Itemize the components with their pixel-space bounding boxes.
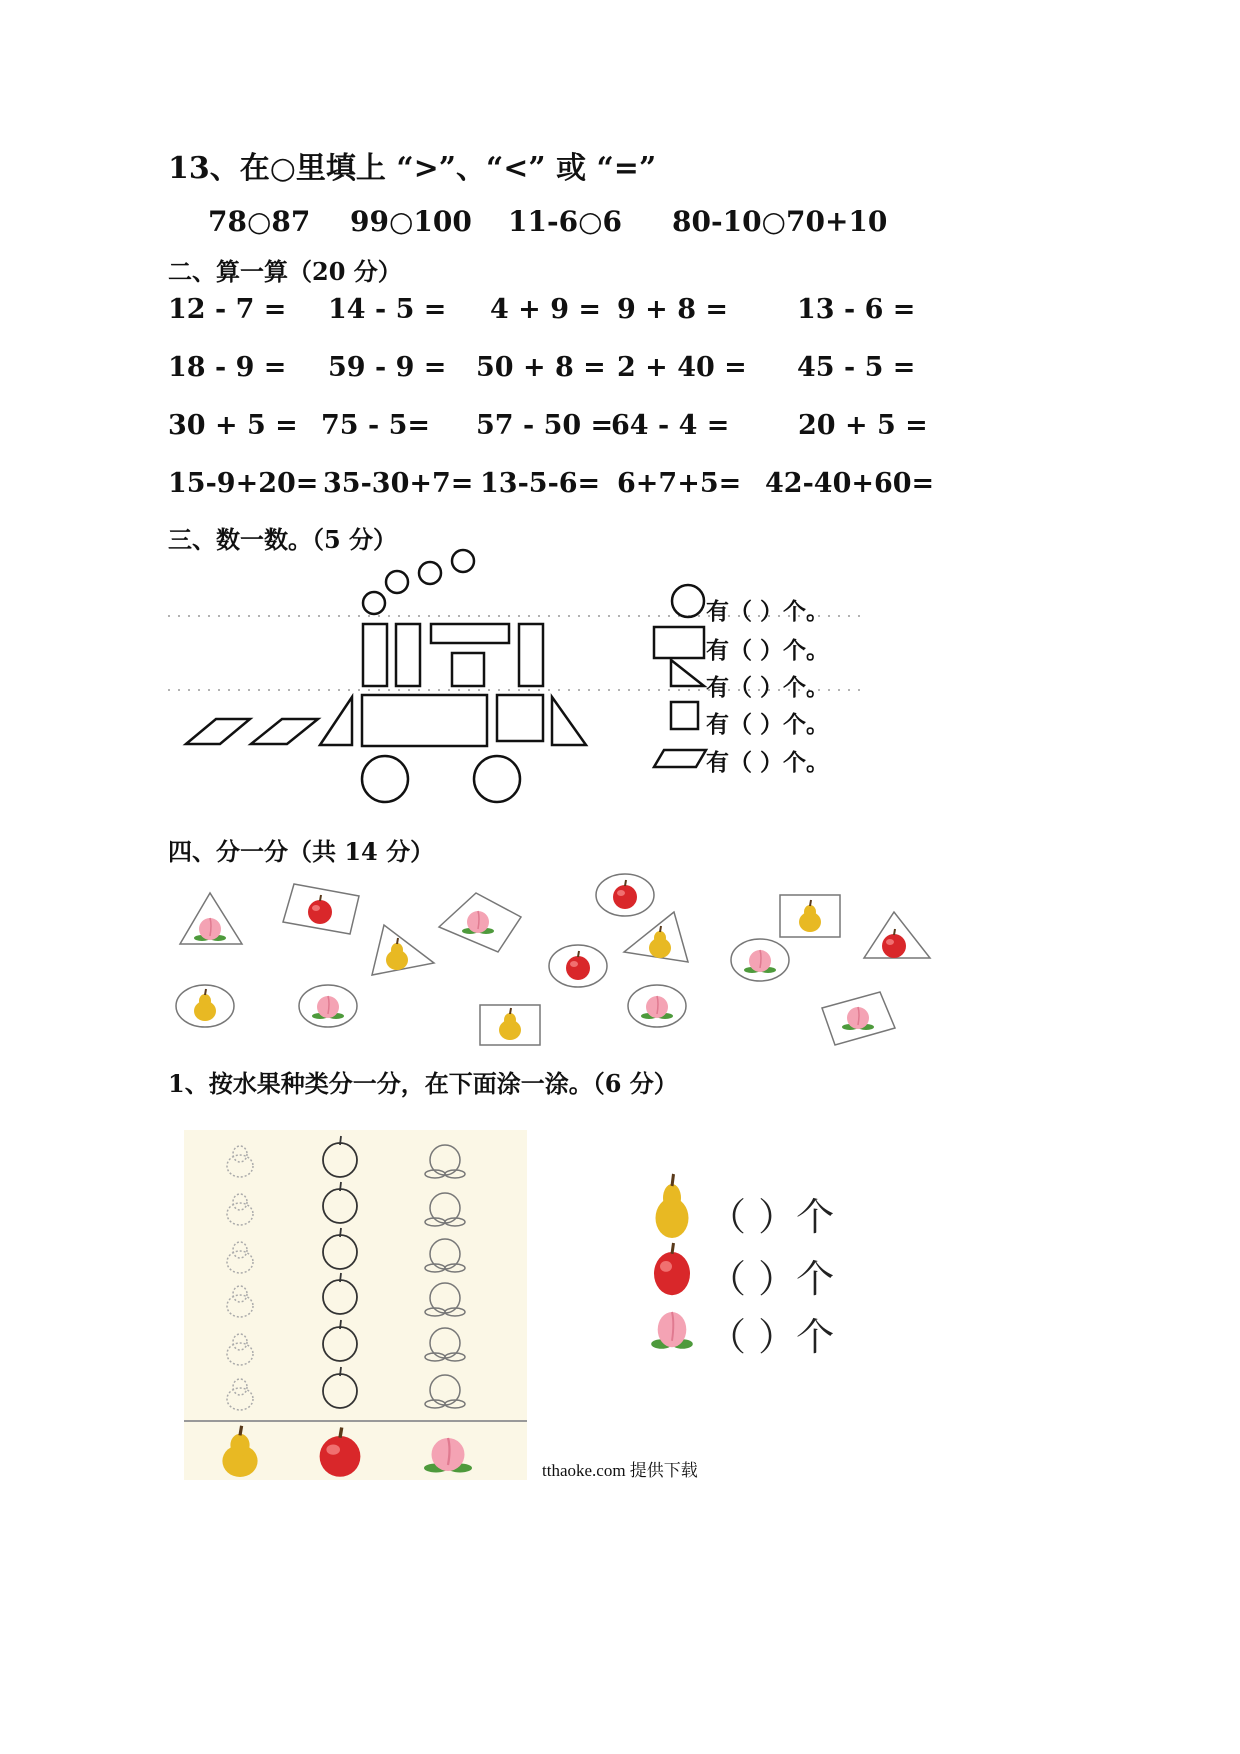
pear-icon <box>656 1174 689 1238</box>
section-4-title: 四、分一分（共 14 分） <box>168 837 435 866</box>
question-13-title: 13、在○里填上 “>”、“<” 或 “=” <box>168 151 657 186</box>
peach-count-label: （ ）个 <box>708 1315 835 1359</box>
apple-icon <box>654 1243 690 1295</box>
equation: 13-5-6= <box>480 468 601 499</box>
section-2-title: 二、算一算（20 分） <box>168 257 402 286</box>
sub-question-1: 1、按水果种类分一分，在下面涂一涂。（6 分） <box>168 1069 678 1098</box>
equation: 50 + 8 = <box>476 352 606 383</box>
count-line: 有（ ）个。 <box>706 749 830 776</box>
equation: 35-30+7= <box>323 468 474 499</box>
compare-item: 80-10○70+10 <box>672 205 888 238</box>
apple-count-label: （ ）个 <box>708 1257 835 1301</box>
equation: 9 + 8 = <box>617 294 729 325</box>
compare-item: 78○87 <box>208 205 311 238</box>
pear-count-label: （ ）个 <box>708 1195 835 1239</box>
equation: 42-40+60= <box>765 468 935 499</box>
compare-item: 99○100 <box>350 205 472 238</box>
footer-source: tthaoke.com 提供下载 <box>542 1461 698 1480</box>
equation: 64 - 4 = <box>611 410 730 441</box>
equation: 12 - 7 = <box>168 294 287 325</box>
equation: 59 - 9 = <box>328 352 447 383</box>
count-line: 有（ ）个。 <box>706 674 830 701</box>
equation: 30 + 5 = <box>168 410 298 441</box>
equation: 15-9+20= <box>168 468 319 499</box>
equation: 6+7+5= <box>617 468 742 499</box>
count-line: 有（ ）个。 <box>706 637 830 664</box>
equation: 57 - 50 = <box>476 410 614 441</box>
equation: 14 - 5 = <box>328 294 447 325</box>
equation: 13 - 6 = <box>797 294 916 325</box>
equation: 75 - 5= <box>321 410 430 441</box>
equation: 45 - 5 = <box>797 352 916 383</box>
equation: 2 + 40 = <box>617 352 747 383</box>
compare-item: 11-6○6 <box>508 205 622 238</box>
count-line: 有（ ）个。 <box>706 598 830 625</box>
equation: 4 + 9 = <box>490 294 602 325</box>
equation: 18 - 9 = <box>168 352 287 383</box>
peach-icon <box>651 1312 693 1349</box>
count-line: 有（ ）个。 <box>706 711 830 738</box>
equation: 20 + 5 = <box>798 410 928 441</box>
section-3-title: 三、数一数。（5 分） <box>168 525 398 554</box>
